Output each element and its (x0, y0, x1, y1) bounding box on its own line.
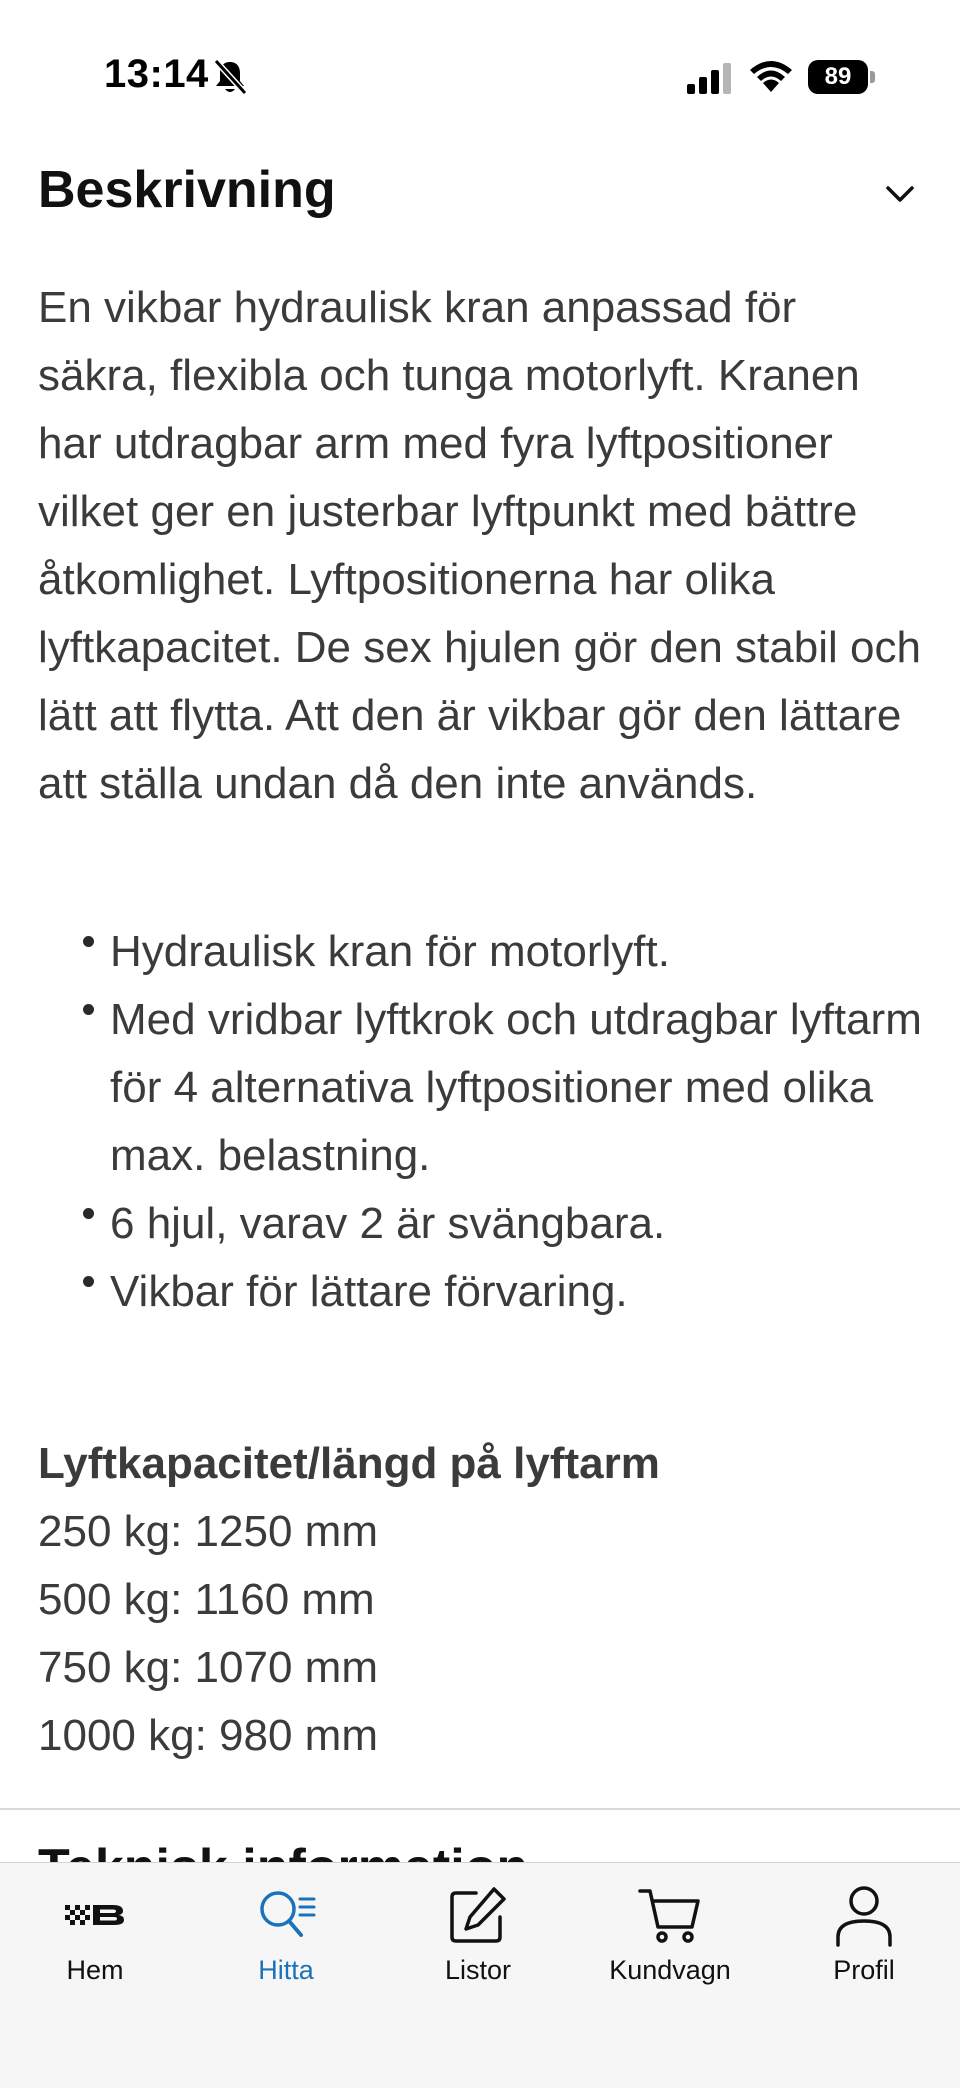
capacity-row: 1000 kg: 980 mm (38, 1711, 378, 1760)
tab-label: Profil (833, 1955, 895, 1985)
capacity-heading: Lyftkapacitet/längd på lyftarm (38, 1439, 660, 1488)
wifi-icon (748, 58, 794, 94)
tab-label: Hem (66, 1955, 124, 1985)
feature-list (38, 918, 928, 1326)
bullet-icon (83, 1276, 94, 1287)
list-item (38, 1258, 928, 1326)
feature-text: Hydraulisk kran för motorlyft. (110, 927, 670, 976)
status-bar (0, 0, 960, 120)
list-item (38, 986, 928, 1190)
status-time: 13:14 (104, 52, 209, 96)
list-item (38, 1190, 928, 1258)
battery-cap (870, 71, 875, 83)
section-title: Beskrivning (38, 161, 336, 219)
bullet-icon (83, 1208, 94, 1219)
description-section-header[interactable] (38, 152, 922, 232)
chevron-down-icon[interactable] (884, 182, 916, 206)
bullet-icon (83, 1004, 94, 1015)
battery-level: 89 (808, 60, 868, 94)
capacity-row: 500 kg: 1160 mm (38, 1575, 375, 1624)
tab-kundvagn[interactable] (585, 1883, 755, 2003)
list-item (38, 918, 928, 986)
person-icon (832, 1883, 896, 1947)
battery-indicator (808, 60, 876, 94)
tab-listor[interactable] (393, 1883, 563, 2003)
cellular-signal-icon (686, 62, 734, 94)
cart-icon (638, 1883, 702, 1947)
capacity-row: 250 kg: 1250 mm (38, 1507, 378, 1556)
capacity-row: 750 kg: 1070 mm (38, 1643, 378, 1692)
feature-text: Vikbar för lättare förvaring. (110, 1267, 628, 1316)
feature-text: 6 hjul, varav 2 är svängbara. (110, 1199, 666, 1248)
next-section-header[interactable] (38, 1836, 922, 1862)
section-divider (0, 1808, 960, 1810)
tab-profil[interactable] (779, 1883, 949, 2003)
bottom-tab-bar (0, 1862, 960, 2088)
tab-label: Kundvagn (609, 1955, 731, 1985)
logo-icon (63, 1883, 127, 1947)
feature-text: Med vridbar lyftkrok och utdragbar lyftarm för 4 alternativa lyftpositioner med olika max. belastning. (110, 995, 922, 1180)
tab-hem[interactable] (10, 1883, 180, 2003)
tab-label: Listor (444, 1955, 512, 1985)
capacity-list (38, 1498, 378, 1770)
bell-muted-icon (212, 58, 248, 96)
edit-icon (446, 1883, 510, 1947)
tab-hitta[interactable] (201, 1883, 371, 2003)
search-list-icon (254, 1883, 318, 1947)
tab-label: Hitta (258, 1955, 314, 1985)
bullet-icon (83, 936, 94, 947)
product-description: En vikbar hydraulisk kran anpassad för säkra, flexibla och tunga motorlyft. Kranen har utdragbar arm med fyra lyftpositioner vilket ger en justerbar lyftpunkt med bättre åtkomlighet. Lyftpositionerna har olika lyftkapacitet. De sex hjulen gör den stabil och lätt att flytta. Att den är vikbar gör den lättare att ställa undan då den inte används. (38, 283, 921, 808)
